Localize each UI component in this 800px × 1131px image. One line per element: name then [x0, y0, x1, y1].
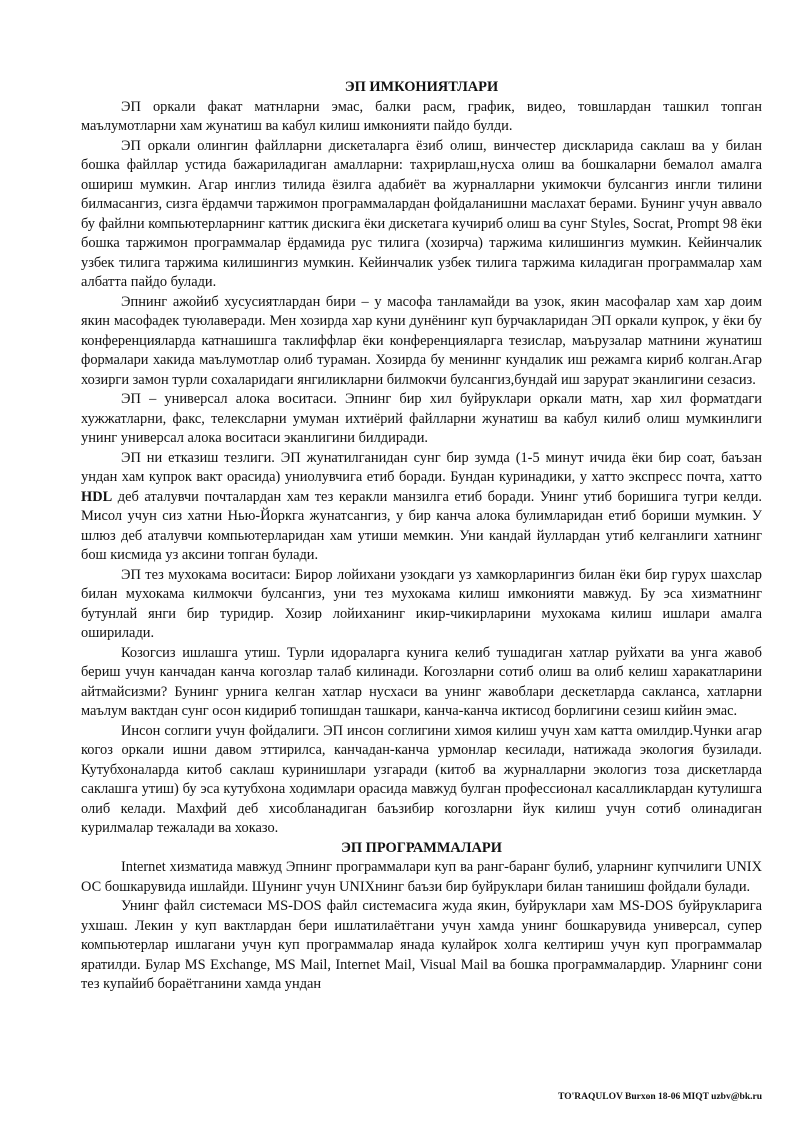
document-body: [81, 78, 762, 995]
paragraph: Эпнинг ажойиб хусусиятлардан бири – у масофа танламайди ва узок, якин масофалар хам хар доим якин масофадек туюлаверади. Мен хозирда хар куни дунёнинг куп бурчакларидан ЭП оркали купрок, у ёки бу конференцияларда катнашишга таклиффлар ёки конференцияларга тезислар, маърузалар матнини жунатиш формалари хакида маълумотлар олиб тураман. Хозирда бу мениннг кундалик иш режамга кириб колган.Агар хозирги замон турли сохаларидаги янгиликларни билмокчи булсангиз,бундай иш зарурат эканлигини сезасиз.: [81, 293, 762, 388]
paragraph: Internet хизматида мавжуд Эпнинг программалари куп ва ранг-баранг булиб, уларнинг купчилиги UNIX ОС бошкарувида ишлайди. Шунинг учун UNIXнинг баъзи бир буйруклари билан танишиш фойдали булади.: [81, 859, 762, 895]
bold-term: HDL: [81, 488, 113, 505]
section-heading-capabilities: ЭП ИМКОНИЯТЛАРИ: [344, 79, 499, 95]
paragraph: Инсон соглиги учун фойдалиги. ЭП инсон соглигини химоя килиш учун хам катта омилдир.Чунки агар когоз оркали ишни давом эттирилса, канчадан-канча урмонлар кесилади, натижада экология бузилади. Кутубхоналарда китоб саклаш куринишлари узгаради (китоб ва журналларни экологиз тоза дискетларда саклашга утиш) бу эса кутубхона ходимлари орасида мавжуд булган профессионал касалликлардан кутулишга олиб келади. Махфий деб хисобланадиган баъзибир когозларни йук килиш учун сотиб олинадиган курилмалар тежалади ва хоказо.: [81, 722, 762, 836]
paragraph: Унинг файл системаси MS-DOS файл системасига жуда якин, буйруклари хам MS-DOS буйрукларига ухшаш. Лекин у куп вактлардан бери ишлатилаётгани учун хамда унинг бошкарувида универсал, супер компьютерлар ишлагани учун куп программалар янада кулайрок холга келтириш учун куп программалар яратилди. Булар MS Exchange, MS Mail, Internet Mail, Visual Mail ва бошка программалардир. Уларнинг сони тез купайиб бораётганини хамда ундан: [81, 898, 762, 992]
paragraph: ЭП оркали олингин файлларни дискеталарга ёзиб олиш, винчестер дискларида саклаш ва у билан бошка файллар устида бажариладиган амалларни: тахрирлаш,нусха олиш ва бошкаларни бемалол амалга ошириш мумкин. Агар инглиз тилида ёзилга адабиёт ва журналларни укимокчи булсангиз ингли тилини билмасангиз, сизга ёрдамчи таржимон программалардан фойдаланишни маслахат берами. Бунинг учун аввало бу файлни компьютерларнинг каттик дискига ёки дискетага кучириб олиш ва сунг Styles, Socrat, Prompt 98 ёки бошка таржимон программалар ёрдамида рус тилига (хозирча) таржима килишингиз мумкин. Кейинчалик узбек тилига таржима килишингиз мумкин. Кейинчалик узбек тилига таржима киладиган программалар хам албатта пайдо булади.: [81, 137, 762, 290]
paragraph-text: ЭП ни етказиш тезлиги. ЭП жунатилганидан сунг бир зумда (1-5 минут ичида ёки бир соат, баъзан ундан хам купрок вакт орасида) униолувчига етиб боради. Бундан куринадики, у хатто экспресс почта, хатто: [81, 449, 762, 485]
paragraph: ЭП оркали факат матнларни эмас, балки расм, график, видео, товшлардан ташкил топган маълумотларни хам жунатиш ва кабул килиш имконияти пайдо булди.: [81, 98, 762, 134]
paragraph-text: деб аталувчи почталардан хам тез керакли манзилга етиб боради. Унинг утиб боришига тугри келди. Мисол учун сиз хатни Нью-Йоркга жунатсангиз, у бир канча алока булимларидан етиб бориши мумкин. У шлюз деб аталувчи компьютерларидан хам утиши мемкин. Уни кандай йуллардан утиб келганлиги хатнинг бош кисмида уз аксини топган булади.: [81, 488, 762, 563]
paragraph: ЭП тез мухокама воситаси: Бирор лойихани узокдаги уз хамкорларингиз билан ёки бир гурух шахслар билан мухокама килмокчи булсангиз, уни тез мухокама килиш имконияти мавжуд. Бу эса хизматнинг бутунлай янги бир туридир. Хозир лойиханинг икир-чикирларини мухокама килиш ишлари амалга оширилади.: [81, 566, 762, 641]
page-footer: TO'RAQULOV Burxon 18-06 MIQT uzbv@bk.ru: [558, 1092, 762, 1102]
section-heading-programs: ЭП ПРОГРАММАЛАРИ: [341, 839, 502, 856]
paragraph-delivery-speed: [81, 449, 762, 566]
paragraph: ЭП – универсал алока воситаси. Эпнинг бир хил буйруклари оркали матн, хар хил форматдаги хужжатларни, факс, телексларни умуман ихтиёрий файлларни жунатиш ва кабул килиб олиш мумкинлиги унинг универсал алока воситаси эканлигини билдиради.: [81, 391, 762, 446]
paragraph: Козогсиз ишлашга утиш. Турли идораларга кунига келиб тушадиган хатлар руйхати ва унга жавоб бериш учун канчадан канча когозлар талаб килинади. Когозларни сотиб олиш ва олиб келиш харакатларини айтмайсизми? Бунинг урнига келган хатлар нусхаси ва унинг жавоблари дескетларда сакланса, хатларни маълум вактдан сунг осон кидириб топишдан ташкари, канча-канча иктисод борлигини сезиш кийин эмас.: [81, 644, 762, 719]
